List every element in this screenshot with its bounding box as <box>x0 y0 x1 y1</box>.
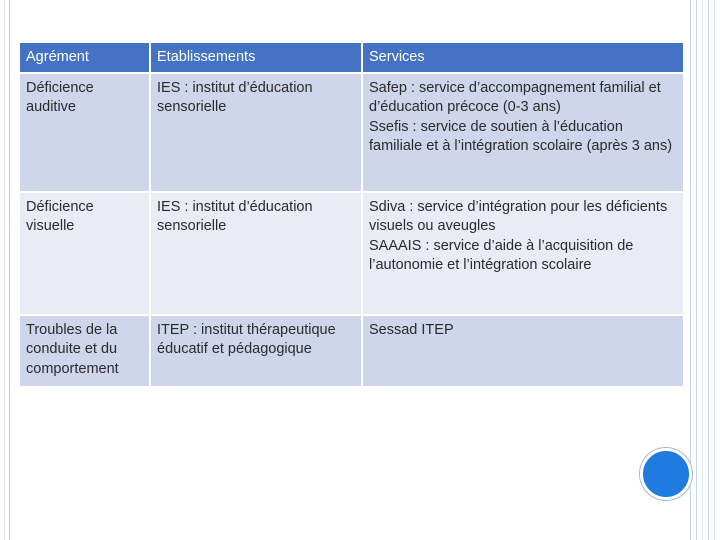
right-frame-border <box>690 0 720 540</box>
table-row <box>19 73 684 192</box>
services-cell <box>362 192 684 315</box>
service-item: Sdiva : service d’intégration pour les déficients visuels ou aveugles <box>369 198 668 234</box>
table-row <box>19 315 684 387</box>
agrement-cell: Déficience visuelle <box>19 192 150 315</box>
agrement-cell: Troubles de la conduite et du comportement <box>19 315 150 387</box>
etablissement-cell: IES : institut d’éducation sensorielle <box>150 192 362 315</box>
header-agrement: Agrément <box>19 42 150 73</box>
service-item: SAAAIS : service d’aide à l’acquisition de l’autonomie et l’intégration scolaire <box>369 237 634 273</box>
header-etablissements: Etablissements <box>150 42 362 73</box>
service-item: Safep : service d’accompagnement familial et d’éducation précoce (0-3 ans) <box>369 79 661 115</box>
etablissement-cell: ITEP : institut thérapeutique éducatif et pédagogique <box>150 315 362 387</box>
service-item: Sessad ITEP <box>369 321 454 338</box>
decorative-circle <box>640 448 692 500</box>
etablissement-cell: IES : institut d’éducation sensorielle <box>150 73 362 192</box>
agrement-cell: Déficience auditive <box>19 73 150 192</box>
agrement-table <box>18 41 685 388</box>
services-cell <box>362 315 684 387</box>
service-item: Ssefis : service de soutien à l’éducation familiale et à l’intégration scolaire (après 3 ans) <box>369 118 673 154</box>
table-header-row <box>19 42 684 73</box>
left-frame-border <box>0 0 10 540</box>
services-cell <box>362 73 684 192</box>
table-row <box>19 192 684 315</box>
header-services: Services <box>362 42 684 73</box>
